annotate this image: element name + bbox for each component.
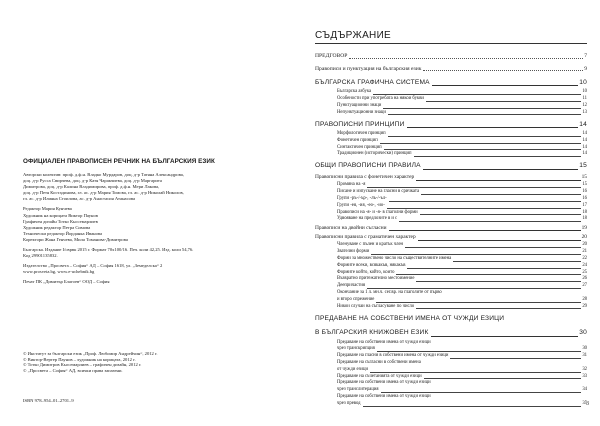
toc-entry bbox=[315, 64, 587, 72]
toc-entry-title: Писане и изпускане на гласни в сричката bbox=[337, 189, 420, 195]
toc-leader bbox=[388, 114, 581, 115]
toc-entry-title: Форми за множествено число на съществителните имена bbox=[337, 256, 452, 262]
toc-entry-page: 21 bbox=[582, 249, 587, 255]
printing-house bbox=[23, 279, 285, 285]
credit-line: Художник на корицата Виктор Паунов bbox=[23, 212, 98, 218]
toc-entry-title: В БЪЛГАРСКИЯ КНИЖОВЕН ЕЗИК bbox=[315, 329, 429, 337]
toc-entry-page: 22 bbox=[582, 256, 587, 262]
publisher-details bbox=[23, 263, 285, 275]
toc-entry-title: Промяна на ‑я bbox=[337, 182, 366, 188]
toc-entry-title: Българска азбука bbox=[337, 89, 372, 95]
toc-page bbox=[300, 0, 600, 426]
copyright-line: © Тотко Димитров Кьосемарлиев – графичен дизайн, 2012 г. bbox=[23, 362, 142, 368]
toc-entry-title: Окончание за 1 л. мн.ч. сег.вр. на глаголите от първо bbox=[337, 290, 442, 296]
printing-line: Печат ПК „Димитър Благоев“ ООД – София bbox=[23, 279, 110, 285]
credits-paragraph bbox=[23, 206, 285, 243]
toc-leader bbox=[349, 58, 583, 59]
toc-entry-page: 32 bbox=[582, 366, 587, 372]
toc-entry-title: Членуване с пълен и кратък член bbox=[337, 242, 404, 248]
toc-entry-page: 16 bbox=[582, 196, 587, 202]
toc-entry bbox=[315, 214, 587, 222]
toc-heading: СЪДЪРЖАНИЕ bbox=[315, 30, 392, 41]
toc-entry-page: 14 bbox=[582, 137, 587, 143]
toc-entry bbox=[315, 107, 587, 115]
authors-line: Авторски колектив: проф. д.ф.н. Владко Мурдаров, доц. д-р Татяна Александрова, bbox=[23, 172, 184, 177]
credit-line: Коректори Жана Генчева, Мила Томанова-Димитрова bbox=[23, 236, 128, 242]
credit-line: Графичен дизайн Тотко Кьосемарлиев bbox=[23, 218, 98, 224]
toc-entry-title: Традиционен (исторически) принцип bbox=[337, 151, 412, 157]
toc-entry-page: 13 bbox=[582, 109, 587, 115]
toc-entry-page: 14 bbox=[582, 144, 587, 150]
print-line: Код 29901135832. bbox=[23, 253, 58, 259]
copyright-block bbox=[23, 351, 285, 374]
toc-entry-title: Звателни форми bbox=[337, 249, 370, 255]
toc-entry-title: Правописни правила с фонетичен характер bbox=[315, 174, 415, 181]
toc-entry bbox=[315, 162, 587, 170]
toc-entry bbox=[315, 52, 587, 60]
toc-entry-page: 9 bbox=[584, 65, 587, 72]
toc-entry-title: Формите всеки, всякакъв, някакъв bbox=[337, 262, 406, 268]
toc-entry bbox=[315, 314, 587, 322]
toc-entry-title: Никои случаи на съгласуване по число bbox=[337, 303, 415, 309]
toc-entry-title: Удвояване на предлозите в и с bbox=[337, 216, 398, 222]
toc-entry-title: Формите който, който, които bbox=[337, 269, 395, 275]
toc-leader bbox=[416, 308, 581, 309]
toc-entry-page: 12 bbox=[582, 102, 587, 108]
toc-entry bbox=[315, 120, 587, 128]
toc-entry-page: 14 bbox=[582, 151, 587, 157]
toc-entry-title: и второ спрежение bbox=[337, 296, 375, 302]
toc-entry-page: 35 bbox=[582, 400, 587, 406]
toc-entry-page: 34 bbox=[582, 387, 587, 393]
toc-entry-title: Предаване на собствени имена от чужди езици bbox=[337, 380, 431, 386]
toc-entry-page: 27 bbox=[582, 283, 587, 289]
toc-entry-page: 28 bbox=[582, 296, 587, 302]
toc-entry-page: 14 bbox=[582, 131, 587, 137]
imprint-block bbox=[23, 158, 285, 290]
copyright-line: © Виктор-Вертер Паунов – художник на корицата, 2012 г. bbox=[23, 356, 136, 362]
toc-entry-page: 11 bbox=[582, 96, 587, 102]
toc-entry-title: ПРЕДГОВОР bbox=[315, 53, 348, 60]
toc-entry-page: 26 bbox=[582, 276, 587, 282]
toc-entry-title: чрез транскрипция bbox=[337, 346, 375, 352]
toc-entry-page: 30 bbox=[582, 346, 587, 352]
toc-entry-page: 15 bbox=[581, 174, 587, 181]
toc-leader bbox=[389, 230, 581, 231]
copyright-line: © „Просвета – София“ АД, всички права запазени. bbox=[23, 368, 123, 374]
toc-entry-title: БЪЛГАРСКА ГРАФИЧНА СИСТЕМА bbox=[315, 78, 430, 86]
toc-entry-page: 15 bbox=[582, 182, 587, 188]
toc-entry-title: Правописи на ‑я‑ и ‑я‑ в глаголни форми bbox=[337, 209, 418, 215]
toc-entry-page: 20 bbox=[582, 242, 587, 248]
authors-line: Димитрова, доц. д-р Калина Владимирова, проф. д.ф.н. Мери Лакова, bbox=[23, 184, 160, 190]
toc-entry-title: Морфологичен принцип bbox=[337, 131, 386, 137]
toc-entry bbox=[315, 149, 587, 157]
publisher-line: Издателство „Просвета – София“ АД – София 1618, ул. „Земеделска“ 2 bbox=[23, 263, 163, 269]
toc-entry-page: 30 bbox=[579, 329, 587, 337]
toc-entry-title: Правописни правила с граматичен характер bbox=[315, 234, 416, 241]
toc-entry-page: 7 bbox=[584, 53, 587, 60]
toc-leader bbox=[414, 156, 582, 157]
print-line: Българска. Издание I/сврвк 2015 г. Формат 70х100/16. Печ. коли 42,25. Изд. коли 54,76. bbox=[23, 247, 194, 253]
toc-entry bbox=[315, 399, 587, 407]
page-number: 3 bbox=[586, 401, 589, 407]
toc-entry bbox=[315, 78, 587, 86]
toc-entry-title: Групи ‑ея, ‑ия, ‑ео‑, ‑ио‑ bbox=[337, 202, 385, 208]
credit-line: Редактор Мария Кунчева bbox=[23, 206, 72, 212]
toc-entry-page: 10 bbox=[579, 78, 587, 86]
toc-entry-title: Пунктуационни знаци bbox=[337, 102, 382, 108]
toc-entry-page: 16 bbox=[582, 189, 587, 195]
toc-entry-page: 19 bbox=[581, 224, 587, 231]
toc-entry-title: Особености при употребата на някои букви bbox=[337, 96, 424, 102]
toc-entry-page: 31 bbox=[582, 353, 587, 359]
toc-leader bbox=[423, 169, 579, 170]
credit-line: Художник редактор Петра Симова bbox=[23, 224, 91, 230]
toc-entry bbox=[315, 223, 587, 231]
copyright-line: © Институт за български език „Проф. Любомир Андрейчин“, 2012 г. bbox=[23, 351, 158, 356]
toc-entry-title: ПРАВОПИСНИ ПРИНЦИПИ bbox=[315, 120, 405, 128]
toc-entry-title: ПРЕДАВАНЕ НА СОБСТВЕНИ ИМЕНА ОТ ЧУЖДИ ЕЗИЦИ bbox=[315, 314, 505, 322]
toc-entry-title: Синтактичен принцип bbox=[337, 144, 382, 150]
publisher-links: www.prosveta.bg, www.e-uchebnik.bg bbox=[23, 269, 95, 275]
toc-entry-page: 24 bbox=[582, 262, 587, 268]
toc-entry-title: Фонетичен принцип bbox=[337, 137, 378, 143]
authors-line: доц. д-р Петя Костадинова, гл. ас. д-р Мария Томова, гл. ас. д-р Николай Николов, bbox=[23, 190, 184, 196]
toc-entry-page: 25 bbox=[582, 269, 587, 275]
toc-entry-page: 18 bbox=[582, 209, 587, 215]
toc-entry-page: 18 bbox=[582, 216, 587, 222]
heading-rule bbox=[315, 43, 587, 44]
toc-entry-title: Възвратно притежателно местоимение bbox=[337, 276, 415, 282]
toc-entry-title: Предаване на собствени имена от чужди езици bbox=[337, 394, 431, 400]
authors-paragraph bbox=[23, 172, 285, 202]
toc-entry-title: Групи ‑ръ‑/‑ър‑, ‑лъ‑/‑ъл‑ bbox=[337, 196, 387, 202]
toc-entry-page: 29 bbox=[582, 303, 587, 309]
toc-entry-page: 15 bbox=[579, 162, 587, 170]
toc-entry-page: 17 bbox=[582, 202, 587, 208]
toc-entry-page: 20 bbox=[581, 234, 587, 241]
toc-entry-title: ОБЩИ ПРАВОПИСНИ ПРАВИЛА bbox=[315, 162, 421, 170]
toc-entry-title: от чужди езици bbox=[337, 366, 368, 372]
toc-entry-title: Предаване на собствени имена от чужди езици bbox=[337, 339, 431, 345]
credit-line: Технически редактор Йорданка Иванова bbox=[23, 230, 103, 236]
book-title: ОФИЦИАЛЕН ПРАВОПИСЕН РЕЧНИК НА БЪЛГАРСКИЯ ЕЗИК bbox=[23, 158, 215, 165]
toc-entry-title: Предаване на съгласни в собствени имена bbox=[337, 360, 421, 366]
toc-leader bbox=[423, 70, 583, 71]
toc-entry bbox=[315, 301, 587, 309]
toc-entry-page: 33 bbox=[582, 373, 587, 379]
toc-entry-title: чрез превод bbox=[337, 400, 361, 406]
toc-entry-title: чрез транслитерация bbox=[337, 387, 379, 393]
toc-entry-title: Непунктуационни знаци bbox=[337, 109, 386, 115]
toc-entry-title: Правописи и пунктуация на българския език bbox=[315, 65, 422, 72]
isbn: ISBN 978–954–01–2701–9 bbox=[23, 398, 74, 403]
toc-entry-title: Правописи на двойни съгласни bbox=[315, 224, 387, 231]
print-details bbox=[23, 247, 285, 259]
toc-entry-page: 14 bbox=[579, 120, 587, 128]
toc-entry bbox=[315, 329, 587, 337]
toc-entry-title: Предаване на съчетанията от чужди езици bbox=[337, 373, 422, 379]
toc-entry-page: 10 bbox=[582, 89, 587, 95]
authors-line: гл. ас. д-р Илияна Стоилова, ас. д-р Анастасия Атанасова bbox=[23, 196, 136, 202]
authors-line: доц. д-р Русса Свирчева, доц. д-р Катя Чаракчиева, доц. д-р Маргарита bbox=[23, 178, 162, 184]
toc-entry-title: Деепричастия bbox=[337, 283, 366, 289]
toc-leader bbox=[363, 406, 582, 407]
toc-entry-title: Предаване на гласни в собствени имена от чужди езици bbox=[337, 353, 449, 359]
